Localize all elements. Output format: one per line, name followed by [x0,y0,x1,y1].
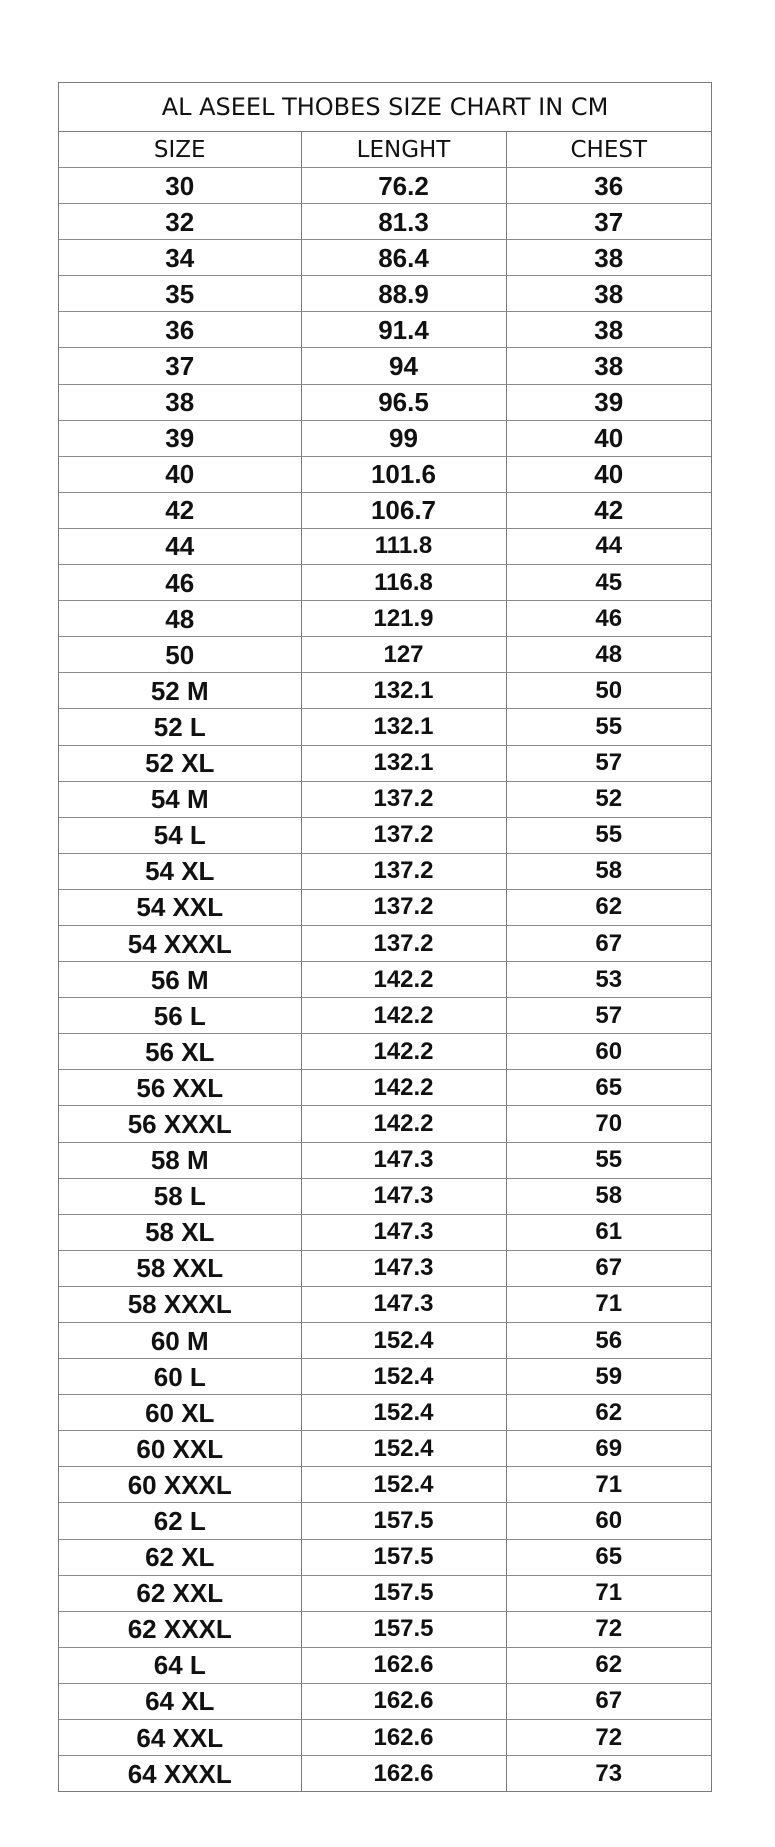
table-row [59,1395,711,1431]
length-cell: 142.2 [301,1070,506,1106]
length-cell: 132.1 [301,745,506,781]
length-cell: 137.2 [301,853,506,889]
table-row [59,889,711,925]
chest-cell: 72 [506,1720,711,1756]
length-cell: 132.1 [301,673,506,709]
chest-cell: 40 [506,456,711,492]
size-cell: 64 L [59,1647,301,1683]
size-cell: 60 XXL [59,1431,301,1467]
length-cell: 137.2 [301,925,506,961]
length-cell: 101.6 [301,456,506,492]
chest-cell: 44 [506,528,711,564]
length-cell: 147.3 [301,1178,506,1214]
length-cell: 96.5 [301,384,506,420]
length-cell: 152.4 [301,1467,506,1503]
chest-cell: 53 [506,962,711,998]
table-row [59,312,711,348]
chest-cell: 57 [506,998,711,1034]
length-cell: 137.2 [301,817,506,853]
length-cell: 162.6 [301,1683,506,1719]
table-row [59,1611,711,1647]
table-row [59,1683,711,1719]
table-row [59,204,711,240]
size-cell: 54 XXXL [59,925,301,961]
size-cell: 30 [59,168,301,204]
chest-cell: 65 [506,1539,711,1575]
size-cell: 60 L [59,1359,301,1395]
column-header-chest: CHEST [506,132,711,168]
size-cell: 37 [59,348,301,384]
chest-cell: 37 [506,204,711,240]
chest-cell: 59 [506,1359,711,1395]
chest-cell: 50 [506,673,711,709]
length-cell: 152.4 [301,1323,506,1359]
size-cell: 46 [59,565,301,601]
chest-cell: 36 [506,168,711,204]
size-cell: 58 XXXL [59,1286,301,1322]
table-row [59,709,711,745]
size-cell: 62 XXXL [59,1611,301,1647]
size-cell: 56 XXL [59,1070,301,1106]
table-row [59,1431,711,1467]
chest-cell: 38 [506,348,711,384]
size-cell: 40 [59,456,301,492]
table-row [59,925,711,961]
length-cell: 142.2 [301,1106,506,1142]
size-cell: 52 L [59,709,301,745]
length-cell: 86.4 [301,240,506,276]
length-cell: 121.9 [301,601,506,637]
size-cell: 58 XXL [59,1250,301,1286]
length-cell: 147.3 [301,1286,506,1322]
chest-cell: 62 [506,889,711,925]
length-cell: 91.4 [301,312,506,348]
length-cell: 152.4 [301,1431,506,1467]
table-row [59,1286,711,1322]
table-row [59,528,711,564]
chest-cell: 45 [506,565,711,601]
column-header-length: LENGHT [301,132,506,168]
table-row [59,1503,711,1539]
length-cell: 147.3 [301,1250,506,1286]
size-cell: 42 [59,492,301,528]
table-row [59,1539,711,1575]
chest-cell: 67 [506,1683,711,1719]
size-cell: 58 L [59,1178,301,1214]
length-cell: 142.2 [301,962,506,998]
size-table [59,132,711,1791]
chest-cell: 62 [506,1647,711,1683]
size-cell: 50 [59,637,301,673]
size-cell: 64 XXL [59,1720,301,1756]
length-cell: 147.3 [301,1142,506,1178]
table-row [59,1106,711,1142]
chest-cell: 71 [506,1575,711,1611]
table-row [59,565,711,601]
size-cell: 44 [59,528,301,564]
length-cell: 111.8 [301,528,506,564]
table-row [59,240,711,276]
chest-cell: 72 [506,1611,711,1647]
chest-cell: 40 [506,420,711,456]
chest-cell: 65 [506,1070,711,1106]
size-cell: 56 L [59,998,301,1034]
length-cell: 152.4 [301,1359,506,1395]
table-row [59,1323,711,1359]
column-header-size: SIZE [59,132,301,168]
size-cell: 54 XXL [59,889,301,925]
chest-cell: 38 [506,312,711,348]
length-cell: 142.2 [301,1034,506,1070]
length-cell: 99 [301,420,506,456]
size-cell: 56 XL [59,1034,301,1070]
size-cell: 52 M [59,673,301,709]
table-row [59,492,711,528]
length-cell: 142.2 [301,998,506,1034]
table-row [59,853,711,889]
table-row [59,276,711,312]
chest-cell: 48 [506,637,711,673]
header-row [59,132,711,168]
length-cell: 94 [301,348,506,384]
table-row [59,1359,711,1395]
table-row [59,1070,711,1106]
length-cell: 132.1 [301,709,506,745]
size-cell: 58 XL [59,1214,301,1250]
table-row [59,637,711,673]
chest-cell: 71 [506,1467,711,1503]
chest-cell: 55 [506,817,711,853]
chest-cell: 58 [506,853,711,889]
size-cell: 60 M [59,1323,301,1359]
chest-cell: 73 [506,1756,711,1792]
size-cell: 34 [59,240,301,276]
chest-cell: 58 [506,1178,711,1214]
table-row [59,1720,711,1756]
length-cell: 116.8 [301,565,506,601]
chest-cell: 55 [506,709,711,745]
chest-cell: 42 [506,492,711,528]
table-row [59,1178,711,1214]
chest-cell: 67 [506,925,711,961]
length-cell: 162.6 [301,1647,506,1683]
length-cell: 162.6 [301,1720,506,1756]
table-row [59,1250,711,1286]
table-row [59,456,711,492]
chest-cell: 52 [506,781,711,817]
table-row [59,601,711,637]
chest-cell: 38 [506,240,711,276]
size-cell: 62 L [59,1503,301,1539]
length-cell: 76.2 [301,168,506,204]
table-row [59,1034,711,1070]
table-row [59,998,711,1034]
table-row [59,781,711,817]
length-cell: 88.9 [301,276,506,312]
table-row [59,168,711,204]
length-cell: 157.5 [301,1611,506,1647]
table-row [59,673,711,709]
length-cell: 137.2 [301,781,506,817]
size-cell: 62 XXL [59,1575,301,1611]
chest-cell: 70 [506,1106,711,1142]
length-cell: 157.5 [301,1539,506,1575]
length-cell: 127 [301,637,506,673]
length-cell: 157.5 [301,1575,506,1611]
table-row [59,1214,711,1250]
size-cell: 56 XXXL [59,1106,301,1142]
table-row [59,1467,711,1503]
length-cell: 157.5 [301,1503,506,1539]
chest-cell: 60 [506,1503,711,1539]
table-row [59,420,711,456]
chest-cell: 55 [506,1142,711,1178]
table-row [59,745,711,781]
table-row [59,962,711,998]
table-row [59,817,711,853]
table-row [59,1575,711,1611]
size-cell: 52 XL [59,745,301,781]
length-cell: 106.7 [301,492,506,528]
table-row [59,1142,711,1178]
chest-cell: 62 [506,1395,711,1431]
size-cell: 36 [59,312,301,348]
size-cell: 60 XXXL [59,1467,301,1503]
size-chart [58,82,712,1792]
size-cell: 54 L [59,817,301,853]
length-cell: 147.3 [301,1214,506,1250]
chart-title: AL ASEEL THOBES SIZE CHART IN CM [59,83,711,132]
chest-cell: 67 [506,1250,711,1286]
size-cell: 64 XXXL [127,1758,232,1789]
table-row [59,1647,711,1683]
size-cell: 39 [59,420,301,456]
size-cell: 32 [59,204,301,240]
length-cell: 162.6 [301,1756,506,1792]
length-cell: 152.4 [301,1395,506,1431]
size-cell: 48 [59,601,301,637]
length-cell: 81.3 [301,204,506,240]
size-cell: 54 M [59,781,301,817]
chest-cell: 60 [506,1034,711,1070]
table-row [59,384,711,420]
chest-cell: 46 [506,601,711,637]
length-cell: 137.2 [301,889,506,925]
chest-cell: 69 [506,1431,711,1467]
chest-cell: 39 [506,384,711,420]
table-row [59,348,711,384]
chest-cell: 61 [506,1214,711,1250]
chest-cell: 57 [506,745,711,781]
chest-cell: 38 [506,276,711,312]
size-cell: 58 M [59,1142,301,1178]
chest-cell: 71 [506,1286,711,1322]
size-cell: 38 [59,384,301,420]
table-row [59,1756,711,1792]
size-cell: 54 XL [59,853,301,889]
chest-cell: 56 [506,1323,711,1359]
size-cell: 56 M [59,962,301,998]
size-cell: 35 [59,276,301,312]
size-cell: 64 XL [59,1683,301,1719]
size-cell: 62 XL [59,1539,301,1575]
size-cell: 60 XL [59,1395,301,1431]
